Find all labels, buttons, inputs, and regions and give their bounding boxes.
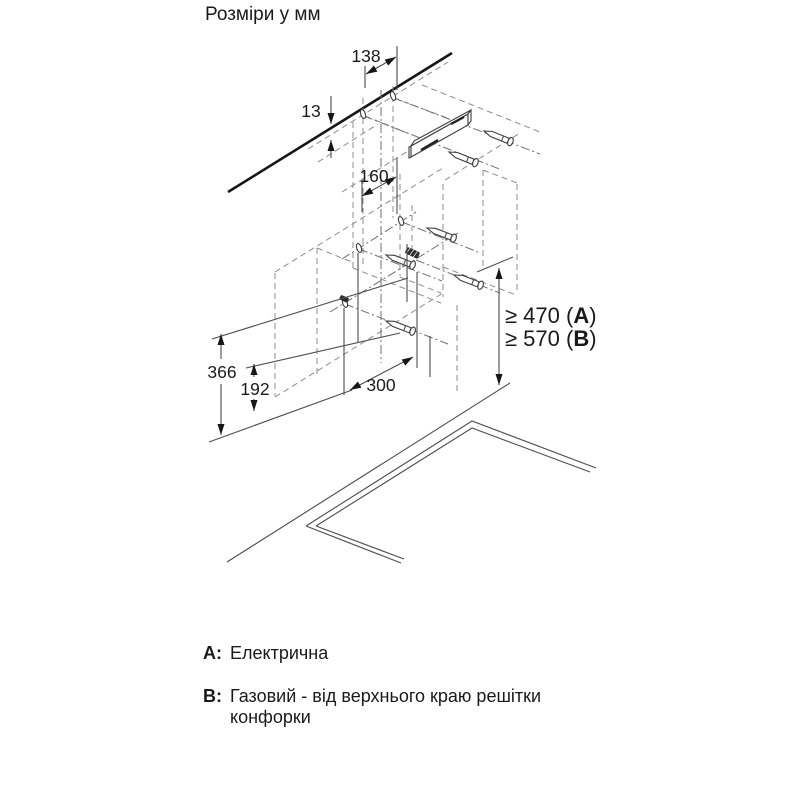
legend-item-a: A: Електрична: [203, 643, 329, 663]
wall-edge-line: [228, 53, 452, 192]
dimension-138: [351, 46, 396, 74]
wall-anchors: [339, 247, 420, 303]
dim-label-300: 300: [366, 375, 396, 395]
dimension-13: [301, 96, 334, 158]
screws: [384, 127, 514, 336]
dim-label-160: 160: [359, 166, 389, 186]
mounting-bracket: [409, 110, 471, 158]
dim-label-366: 366: [207, 362, 237, 382]
page-title: Розміри у мм: [205, 4, 321, 25]
legend: [203, 643, 541, 727]
hob-outline: [227, 383, 596, 563]
dim-label-192: 192: [240, 379, 270, 399]
dim-label-13: 13: [301, 101, 321, 121]
legend-item-b: B: Газовий - від верхнього краю решітки конфорки: [203, 686, 542, 727]
dim-label-138: 138: [351, 46, 381, 66]
clearance-label-b: ≥ 570 (B): [505, 326, 597, 351]
screw: [452, 271, 484, 290]
screw: [447, 148, 479, 168]
dimension-clearance: [496, 268, 597, 385]
dimension-160: [359, 166, 396, 196]
dimension-366: [207, 334, 236, 435]
clearance-label-a: ≥ 470 (A): [505, 303, 597, 328]
screw: [482, 127, 514, 147]
dimension-192: [240, 364, 269, 411]
